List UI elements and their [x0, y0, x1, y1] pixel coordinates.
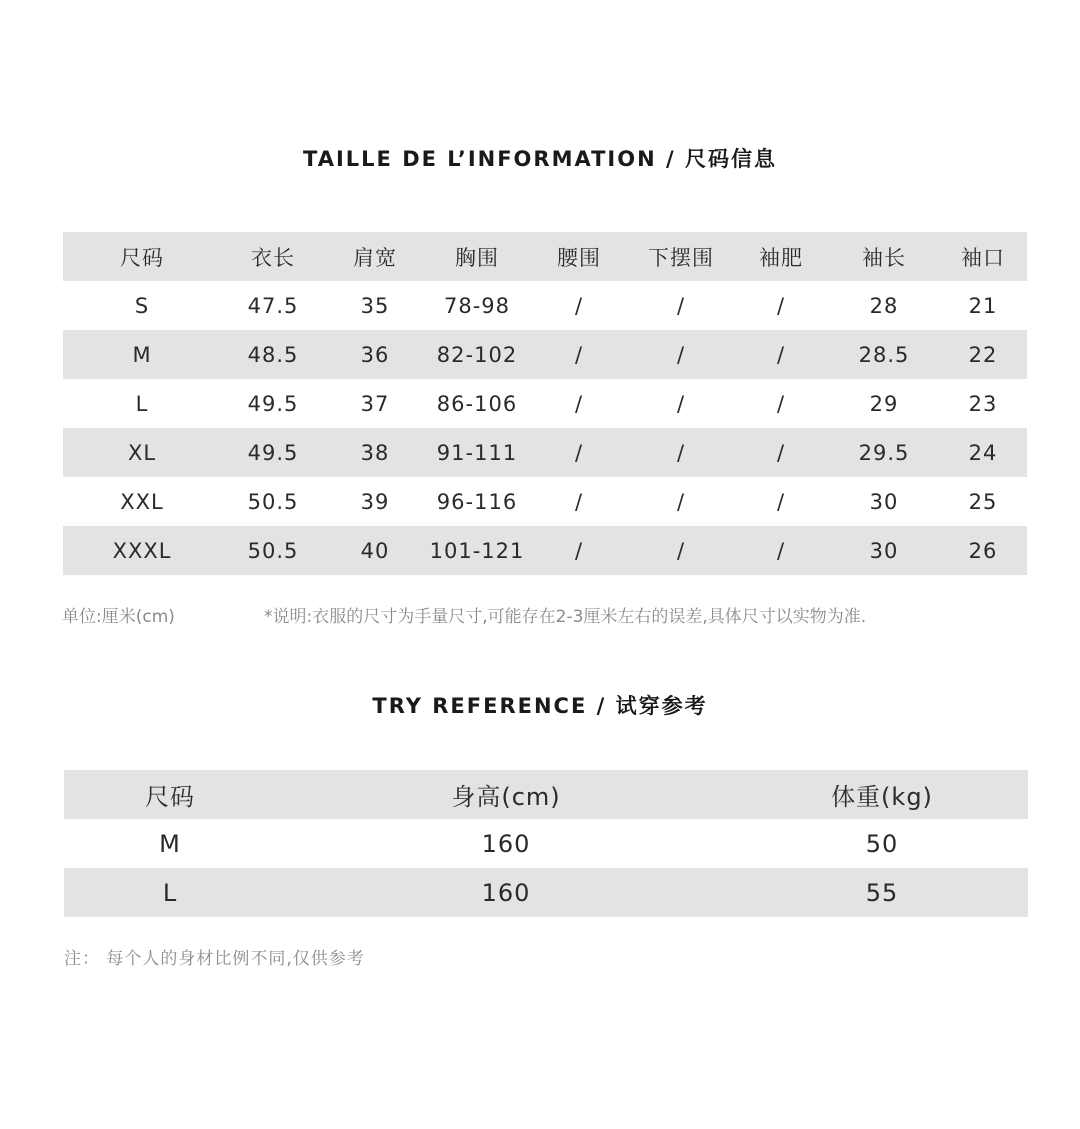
column-header: 下摆围 [648, 245, 714, 270]
table-cell: 82-102 [436, 342, 518, 367]
table-cell: 23 [968, 391, 998, 416]
table-cell: / [574, 342, 584, 367]
table-cell: / [676, 538, 686, 563]
table-cell: / [574, 489, 584, 514]
table-cell: 37 [360, 391, 390, 416]
column-header: 尺码 [145, 783, 195, 811]
table-cell: 25 [968, 489, 998, 514]
table-row [64, 868, 1028, 917]
table-row [63, 428, 1027, 477]
table-cell: 22 [968, 342, 998, 367]
table-cell: / [676, 391, 686, 416]
table-cell: XXXL [112, 538, 172, 563]
size-table [63, 232, 1027, 575]
table-cell: 49.5 [247, 391, 299, 416]
header-row [63, 232, 1027, 281]
table-cell: 50.5 [247, 489, 299, 514]
table-cell: 49.5 [247, 440, 299, 465]
table-cell: 26 [968, 538, 998, 563]
table-cell: / [776, 489, 786, 514]
table-cell: / [574, 391, 584, 416]
table-cell: 39 [360, 489, 390, 514]
table-row [63, 526, 1027, 575]
table-cell: 91-111 [436, 440, 518, 465]
table-cell: M [159, 829, 181, 858]
table-cell: / [574, 538, 584, 563]
table-cell: 86-106 [436, 391, 518, 416]
table-cell: 38 [360, 440, 390, 465]
table-cell: 96-116 [436, 489, 518, 514]
table-cell: / [676, 440, 686, 465]
column-header: 袖口 [961, 245, 1005, 270]
column-header: 胸围 [455, 245, 499, 270]
table-cell: M [132, 342, 152, 367]
table-row [63, 379, 1027, 428]
column-header: 袖长 [862, 245, 906, 270]
table-cell: / [676, 489, 686, 514]
table-cell: / [676, 342, 686, 367]
table-cell: L [135, 391, 149, 416]
unit-note: 单位:厘米(cm) [62, 607, 175, 627]
table-cell: / [574, 440, 584, 465]
table-cell: 28.5 [858, 342, 910, 367]
table-cell: 29.5 [858, 440, 910, 465]
table-cell: 48.5 [247, 342, 299, 367]
header-row [64, 770, 1028, 819]
table-cell: XXL [120, 489, 164, 514]
column-header: 肩宽 [353, 245, 397, 270]
table-cell: 36 [360, 342, 390, 367]
table-cell: 40 [360, 538, 390, 563]
try-reference-title: TRY REFERENCE / 试穿参考 [372, 694, 708, 718]
table-cell: / [776, 440, 786, 465]
column-header: 体重(kg) [831, 783, 933, 811]
try-reference-table [64, 770, 1028, 917]
table-cell: / [776, 342, 786, 367]
table-row [63, 330, 1027, 379]
table-cell: 160 [481, 829, 531, 858]
table-cell: 78-98 [443, 293, 511, 318]
table-row [63, 477, 1027, 526]
table-cell: / [776, 391, 786, 416]
table-row [64, 819, 1028, 868]
table-cell: 55 [865, 878, 899, 907]
column-header: 腰围 [557, 245, 601, 270]
size-info-title: TAILLE DE L’INFORMATION / 尺码信息 [303, 147, 777, 171]
column-header: 衣长 [251, 245, 295, 270]
table-cell: S [134, 293, 150, 318]
table-cell: 28 [869, 293, 899, 318]
table-cell: 50 [865, 829, 899, 858]
table-cell: / [676, 293, 686, 318]
table-row [63, 281, 1027, 330]
table-cell: 29 [869, 391, 899, 416]
column-header: 袖肥 [759, 245, 803, 270]
table-cell: L [162, 878, 178, 907]
column-header: 尺码 [120, 245, 164, 270]
table-cell: 47.5 [247, 293, 299, 318]
table-cell: / [776, 538, 786, 563]
try-reference-note: 注： 每个人的身材比例不同,仅供参考 [64, 949, 365, 969]
table-cell: 101-121 [429, 538, 525, 563]
table-cell: / [776, 293, 786, 318]
measurement-note: *说明:衣服的尺寸为手量尺寸,可能存在2-3厘米左右的误差,具体尺寸以实物为准. [264, 607, 867, 627]
table-cell: 30 [869, 489, 899, 514]
table-cell: / [574, 293, 584, 318]
table-cell: XL [127, 440, 157, 465]
table-cell: 50.5 [247, 538, 299, 563]
table-cell: 30 [869, 538, 899, 563]
table-cell: 35 [360, 293, 390, 318]
table-cell: 24 [968, 440, 998, 465]
table-cell: 21 [968, 293, 998, 318]
column-header: 身高(cm) [451, 783, 561, 811]
table-cell: 160 [481, 878, 531, 907]
